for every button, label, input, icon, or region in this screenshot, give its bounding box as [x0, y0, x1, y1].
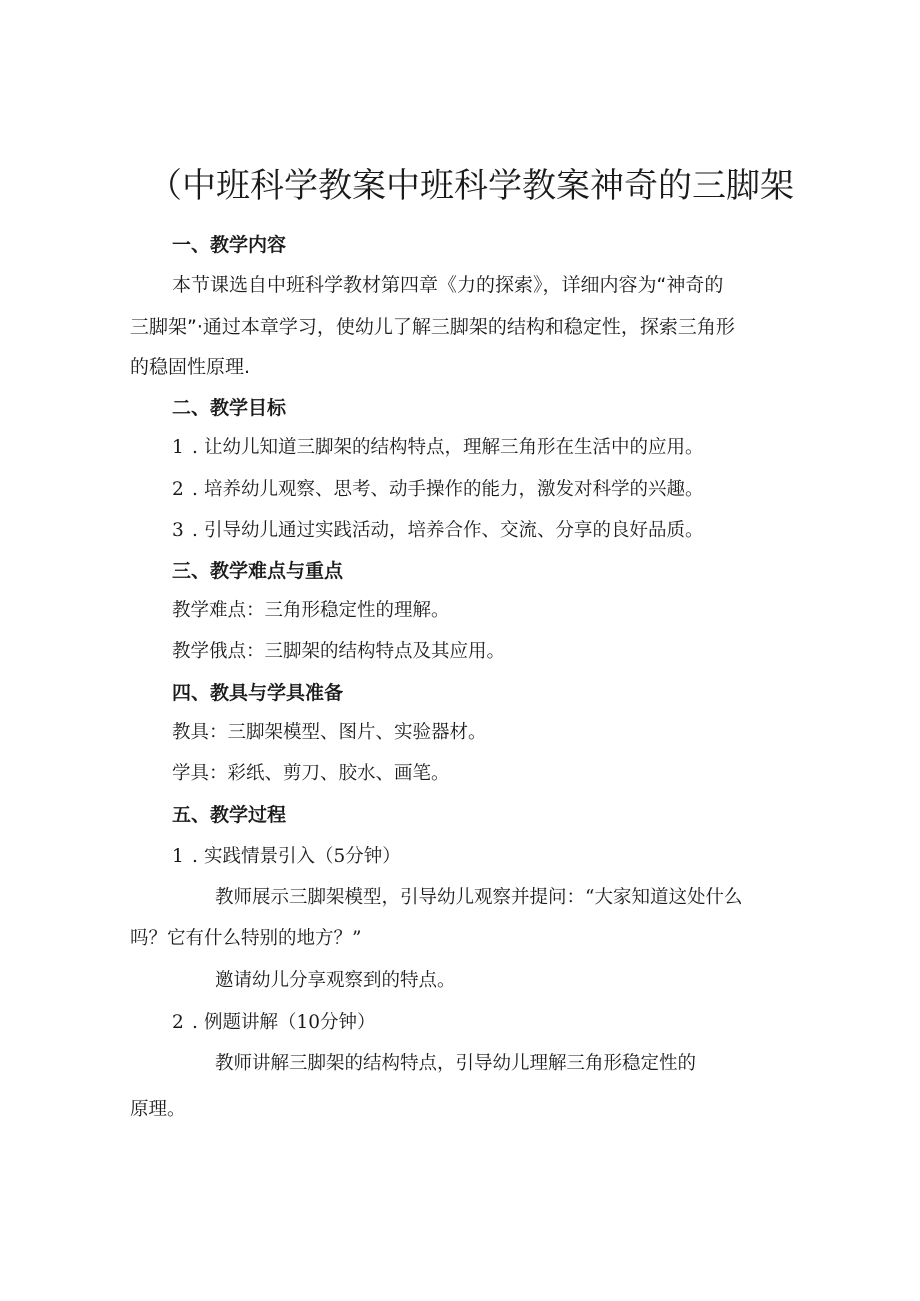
content-paragraph-line-1: 本节课选自中班科学教材第四章《力的探索》，详细内容为“神奇的 [172, 274, 724, 296]
section-heading-difficulty-focus: 三、教学难点与重点 [172, 560, 344, 582]
goal-number: 1 [172, 437, 184, 458]
goal-text: 让幼儿知道三脚架的结构特点，理解三角形在生活中的应用。 [204, 437, 704, 458]
section-heading-teaching-goals: 二、教学目标 [172, 397, 287, 419]
step-number: 2 [172, 1012, 184, 1033]
step1-text-line-3: 邀请幼儿分享观察到的特点。 [215, 970, 456, 991]
goal-number-dot: . [192, 520, 198, 541]
goal-item [172, 434, 704, 462]
step-number-dot: . [192, 1012, 198, 1033]
focus-text: 教学俄点：三脚架的结构特点及其应用。 [172, 641, 506, 662]
content-paragraph-line-2: 三脚架”·通过本章学习，使幼儿了解三脚架的结构和稳定性，探索三角形 [130, 316, 735, 338]
section-heading-tools: 四、教具与学具准备 [172, 682, 344, 704]
goal-text: 引导幼儿通过实践活动，培养合作、交流、分享的良好品质。 [204, 520, 704, 541]
step-title: 例题讲解（10分钟） [204, 1012, 376, 1033]
difficulty-text: 教学难点：三角形稳定性的理解。 [172, 600, 450, 621]
step1-text-line-2: 吗？它有什么特别的地方？” [130, 928, 362, 949]
section-heading-process: 五、教学过程 [172, 804, 287, 826]
step1-text-line-1: 教师展示三脚架模型，引导幼儿观察并提问：“大家知道这处什么 [215, 887, 743, 908]
step2-text-line-1: 教师讲解三脚架的结构特点，引导幼儿理解三角形稳定性的 [215, 1053, 697, 1074]
content-paragraph-line-3: 的稳固性原理. [130, 356, 251, 378]
goal-number: 2 [172, 479, 184, 500]
process-step [172, 843, 401, 871]
document-title: （中班科学教案中班科学教案神奇的三脚架 [148, 166, 794, 206]
goal-item [172, 517, 704, 545]
goal-item [172, 476, 704, 504]
step-number-dot: . [192, 846, 198, 867]
goal-number-dot: . [192, 479, 198, 500]
teacher-tools-text: 教具：三脚架模型、图片、实验器材。 [172, 722, 487, 743]
step2-text-line-2: 原理。 [130, 1099, 186, 1120]
student-tools-text: 学具：彩纸、剪刀、胶水、画笔。 [172, 763, 450, 784]
goal-number-dot: . [192, 437, 198, 458]
step-number: 1 [172, 846, 184, 867]
process-step [172, 1009, 376, 1037]
goal-text: 培养幼儿观察、思考、动手操作的能力，激发对科学的兴趣。 [204, 479, 704, 500]
goal-number: 3 [172, 520, 184, 541]
section-heading-teaching-content: 一、教学内容 [172, 234, 287, 256]
step-title: 实践情景引入（5分钟） [204, 846, 401, 867]
